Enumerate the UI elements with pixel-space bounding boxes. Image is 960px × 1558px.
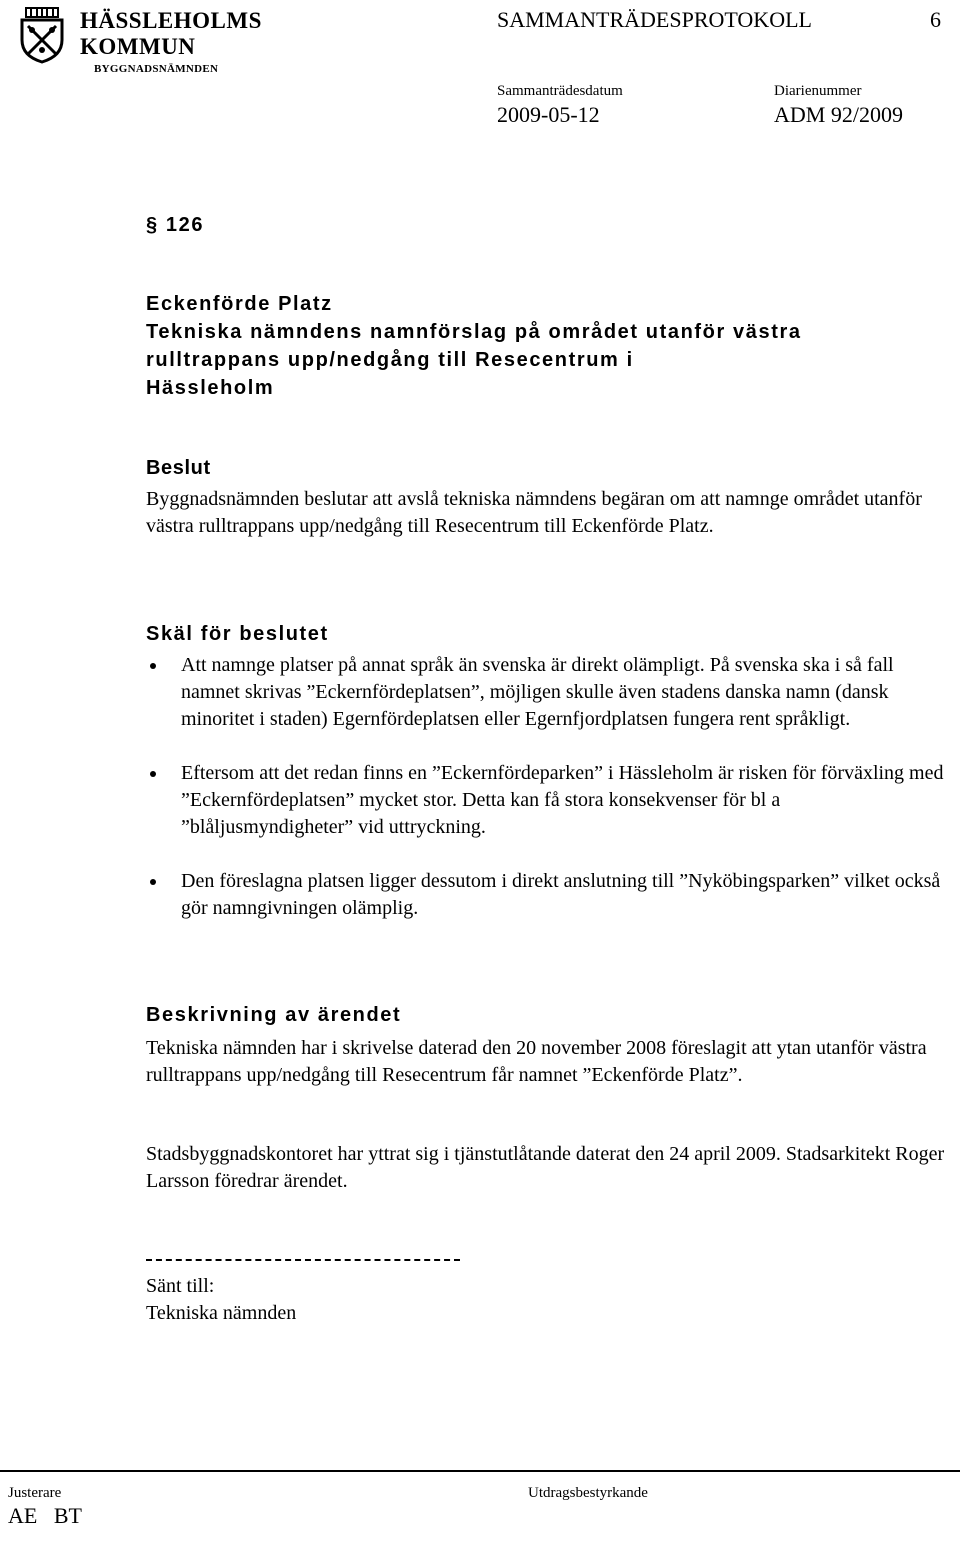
extract-certification-label: Utdragsbestyrkande bbox=[528, 1485, 648, 1501]
decision-heading: Beslut bbox=[146, 457, 211, 479]
org-department: BYGGNADSNÄMNDEN bbox=[94, 63, 219, 75]
bullet-icon bbox=[150, 663, 156, 669]
case-title bbox=[146, 290, 946, 402]
decision-text: Byggnadsnämnden beslutar att avslå tekniska nämndens begäran om att namnge området utanför västra rulltrappans upp/nedgång till Resecentrum till Eckenförde Platz. bbox=[146, 488, 922, 537]
list-item bbox=[146, 652, 956, 733]
sent-to-recipient: Tekniska nämnden bbox=[146, 1302, 297, 1324]
adjuster-initials: AE BT bbox=[8, 1503, 82, 1528]
description-text: Stadsbyggnadskontoret har yttrat sig i tjänstutlåtande daterat den 24 april 2009. Stadsarkitekt Roger Larsson föredrar ärendet. bbox=[146, 1143, 945, 1192]
list-item bbox=[146, 868, 956, 922]
sent-to-label: Sänt till: bbox=[146, 1275, 215, 1297]
reasons-heading: Skäl för beslutet bbox=[146, 623, 329, 645]
document-type: SAMMANTRÄDESPROTOKOLL bbox=[497, 7, 812, 32]
footer-divider bbox=[0, 1470, 960, 1472]
page-number: 6 bbox=[930, 7, 941, 32]
reasons-list bbox=[146, 652, 956, 949]
paragraph-number: § 126 bbox=[146, 214, 205, 236]
meeting-date-label: Sammanträdesdatum bbox=[497, 83, 623, 99]
meeting-date-value: 2009-05-12 bbox=[497, 102, 600, 127]
case-title-line: Hässleholm bbox=[146, 377, 275, 399]
description-text: Tekniska nämnden har i skrivelse daterad den 20 november 2008 föreslagit att ytan utanför västra rulltrappans upp/nedgång till Resecentrum får namnet ”Eckenförde Platz”. bbox=[146, 1037, 927, 1086]
list-item bbox=[146, 760, 956, 841]
signature-line bbox=[146, 1259, 460, 1261]
org-name-line2: KOMMUN bbox=[80, 34, 196, 59]
reason-text: Att namnge platser på annat språk än svenska är direkt olämpligt. På svenska ska i så fall namnet skrivas ”Eckernfördeplatsen”, möjligen skulle även stadens danska namn (dansk minoritet i staden) Egernfördeplatsen eller Egernfjordplatsen fungera rent språkligt. bbox=[181, 654, 894, 730]
reason-text: Eftersom att det redan finns en ”Eckernfördeparken” i Hässleholm är risken för förväxling med ”Eckernfördeplatsen” mycket stor. Detta kan få stora konsekvenser för bl a ”blåljusmyndigheter” vid uttryckning. bbox=[181, 762, 944, 838]
case-title-line: Eckenförde Platz bbox=[146, 293, 333, 315]
case-title-line: rulltrappans upp/nedgång till Resecentrum i bbox=[146, 349, 634, 371]
adjuster-label: Justerare bbox=[8, 1485, 62, 1501]
org-name-line1: HÄSSLEHOLMS bbox=[80, 8, 262, 33]
bullet-icon bbox=[150, 879, 156, 885]
registration-number-value: ADM 92/2009 bbox=[774, 102, 903, 127]
bullet-icon bbox=[150, 771, 156, 777]
description-heading: Beskrivning av ärendet bbox=[146, 1004, 402, 1026]
case-title-line: Tekniska nämndens namnförslag på området utanför västra bbox=[146, 321, 802, 343]
reason-text: Den föreslagna platsen ligger dessutom i direkt anslutning till ”Nyköbingsparken” vilket också gör namngivningen olämplig. bbox=[181, 870, 941, 919]
coat-of-arms-icon bbox=[18, 6, 66, 64]
registration-number-label: Diarienummer bbox=[774, 83, 862, 99]
